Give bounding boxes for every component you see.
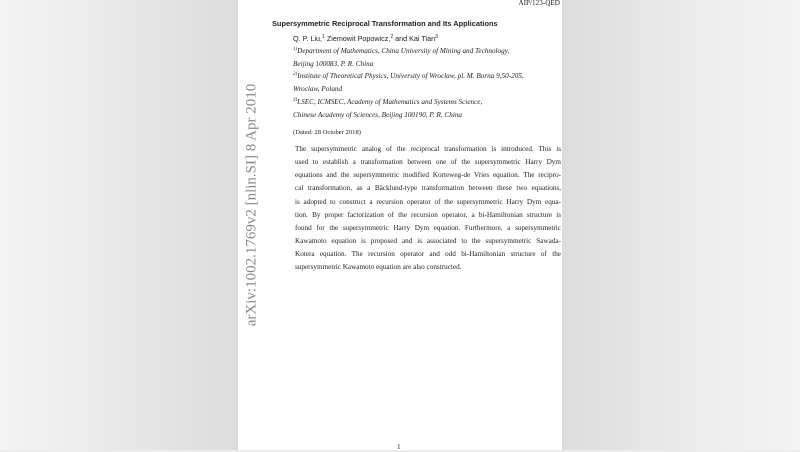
author-list: [293, 34, 438, 43]
abstract-line: is adopted to construct a recursion operator of the supersymmetric Harry Dym equa-: [295, 198, 561, 206]
author-sup: 1: [322, 34, 325, 40]
paper-page: [238, 0, 562, 450]
author: Q. P. Liu,: [293, 34, 323, 43]
dated: (Dated: 28 October 2018): [293, 129, 361, 136]
abstract-line: cal transformation, as a Bäcklund-type transformation between these two equations,: [295, 184, 561, 192]
abstract-line: Kawamoto equation is proposed and is associated to the supersymmetric Sawada-: [295, 237, 561, 245]
author-sup: 3: [435, 34, 438, 40]
abstract-line: found for the supersymmetric Harry Dym equation. Furthermore, a supersymmetric: [295, 224, 561, 232]
affil-line: Department of Mathematics, China University of Mining and Technology,: [297, 47, 510, 55]
page-number: 1: [397, 443, 401, 451]
affil-line: Chinese Academy of Sciences, Beijing 100190, P. R. China: [293, 111, 463, 119]
affil-sup: 1): [293, 47, 298, 52]
abstract-line: The supersymmetric analog of the reciprocal transformation is introduced. This is: [295, 145, 561, 153]
author: Ziemowit Popowicz,: [326, 34, 391, 43]
author: and Kai Tian: [395, 34, 436, 43]
affil-sup: 2): [293, 72, 298, 77]
abstract-line: equations and the supersymmetric modified Korteweg-de Vries equation. The recipro-: [295, 171, 561, 179]
affil-line: Beijing 100083, P. R. China: [293, 60, 374, 68]
affiliation-1: [293, 47, 509, 56]
background-right: [562, 0, 800, 450]
affil-sup: 3): [293, 98, 298, 103]
affil-line: Institute of Theoretical Physics, University of Wroclaw, pl. M. Borna 9,50-205,: [297, 72, 524, 80]
affil-line: LSEC, ICMSEC, Academy of Mathematics and Systems Science,: [297, 98, 483, 106]
background-left: [0, 0, 238, 450]
author-sup: 2: [390, 34, 394, 40]
header-code: AIP/123-QED: [518, 0, 560, 7]
affiliation-3: [293, 98, 482, 107]
abstract-line: used to establish a transformation between one of the supersymmetric Harry Dym: [295, 158, 561, 166]
abstract-line: tion. By proper factorization of the recursion operator, a bi-Hamiltonian structure is: [295, 211, 561, 219]
affil-line: Wroclaw, Poland: [293, 85, 343, 93]
affiliation-2: [293, 72, 524, 81]
arxiv-stamp: arXiv:1002.1769v2 [nlin.SI] 8 Apr 2010: [243, 83, 260, 327]
paper-title: Supersymmetric Reciprocal Transformation and Its Applications: [272, 19, 498, 28]
abstract-line: supersymmetric Kawamoto equation are also constructed.: [295, 263, 462, 271]
abstract-line: Kotera equation. The recursion operator and odd bi-Hamiltonian structure of the: [295, 250, 561, 258]
